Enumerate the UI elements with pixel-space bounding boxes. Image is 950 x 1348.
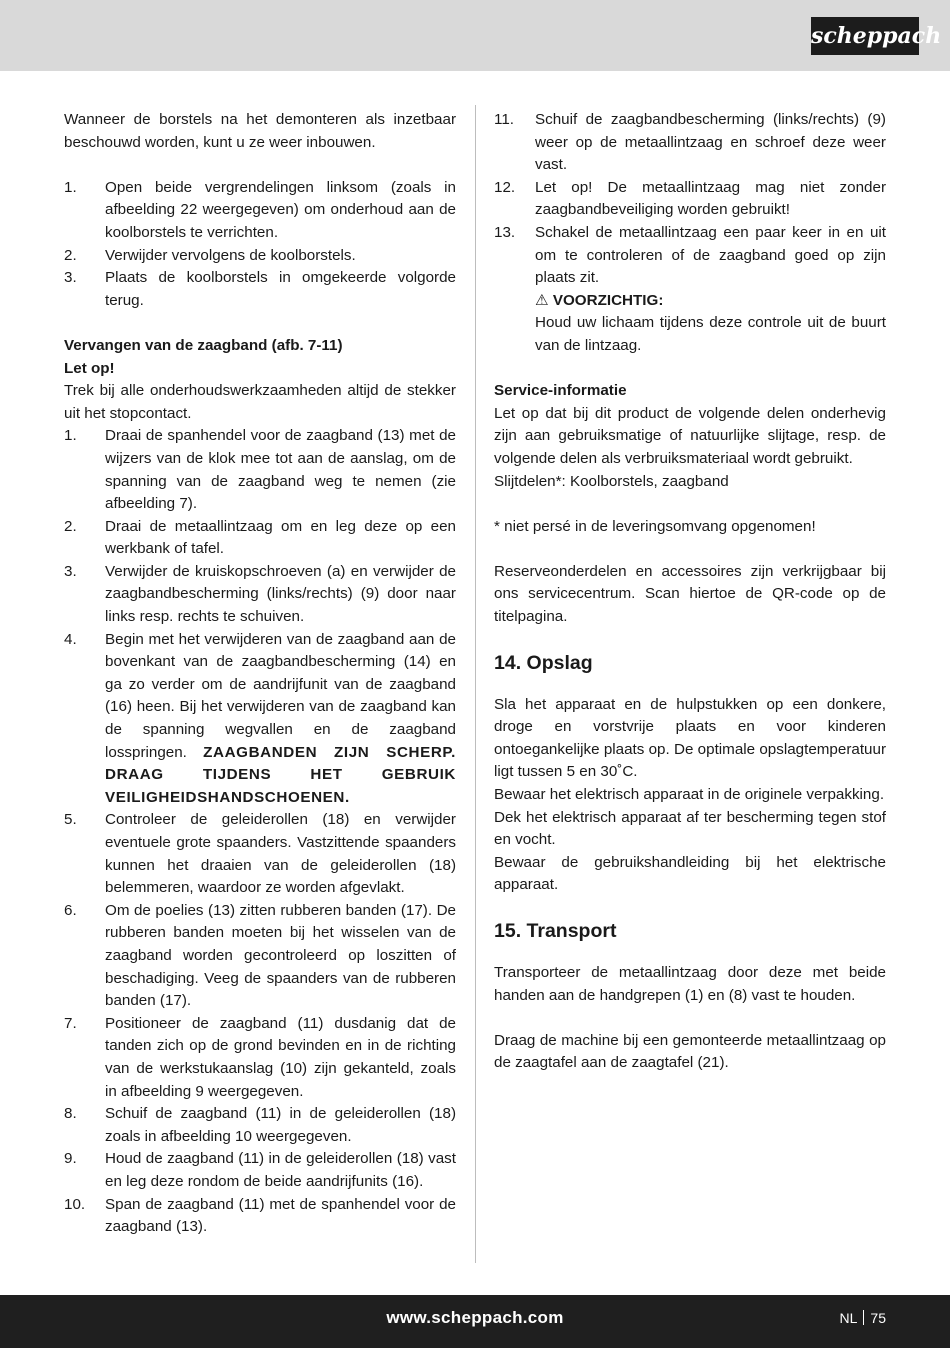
list-item [494, 177, 886, 222]
list-item [64, 245, 456, 268]
step-number: 4. [64, 630, 77, 648]
caution-label: Let op! [64, 359, 115, 377]
footer-bar [0, 1295, 950, 1348]
step-text: Begin met het verwijderen van de zaagband aan de bovenkant van de zaagbandbescherming (14) en ga zo verder om de aandrijfunit van de zaagband (16) heen. Bij het verwijderen van de zaagband kan de spanning wegvallen en de zaagband losspringen. [105, 630, 456, 761]
warning-label-text: VOORZICHTIG: [552, 291, 664, 309]
step-text: Schuif de zaagband (11) in de geleiderollen (18) zoals in afbeelding 10 weergegeven. [105, 1105, 456, 1145]
list-item [64, 177, 456, 245]
step-number: 2. [64, 246, 77, 264]
section-title-storage: 14. Opslag [494, 651, 593, 674]
list-item [494, 109, 886, 177]
page-number: 75 [870, 1310, 886, 1326]
step-number: 3. [64, 562, 77, 580]
step-text: Controleer de geleiderollen (18) en verwijder eventuele grote spaanders. Vastzittende spaanders kunnen het draaien van de geleiderollen (18) belemmeren, waardoor ze worden afgevlakt. [105, 811, 456, 897]
step-text: Om de poelies (13) zitten rubberen banden (17). De rubberen banden moeten bij het wisselen van de zaagband worden gecontroleerd op loszitten of beschadiging. Veeg de spaanders van de rubberen banden (17). [105, 901, 456, 1010]
section-heading: Vervangen van de zaagband (afb. 7-11) [64, 336, 343, 354]
list-item [64, 267, 456, 312]
footnote: * niet persé in de leveringsomvang opgenomen! [494, 517, 816, 535]
language-code: NL [839, 1310, 858, 1326]
step-text: Span de zaagband (11) met de spanhendel voor de zaagband (13). [105, 1195, 456, 1236]
step-text: Houd de zaagband (11) in de geleiderollen (18) vast en leg deze rondom de beide aandrijfunits (16). [105, 1150, 456, 1190]
list-item [64, 516, 456, 561]
step-text: Draai de spanhendel voor de zaagband (13) met de wijzers van de klok mee tot aan de aanslag, om de spanning van de zaagband weg te nemen (zie afbeelding 7). [105, 427, 456, 513]
list-item [64, 561, 456, 629]
scheppach-logo: scheppach [811, 17, 919, 55]
step-text: Schakel de metaallintzaag een paar keer in en uit om te controleren of de zaagband goed op zijn plaats zit. [535, 223, 886, 287]
storage-paragraph: Bewaar het elektrisch apparaat in de originele verpakking. [494, 786, 885, 804]
step-text: Positioneer de zaagband (11) dusdanig dat de tanden zich op de grond bevinden en in de richting van de werkstukaanslag (10) zijn gekanteld, zoals in afbeelding 9 weergegeven. [105, 1014, 456, 1100]
warning-label [535, 292, 663, 309]
header-band [0, 0, 950, 71]
list-item [64, 1194, 456, 1239]
step-number: 1. [64, 427, 77, 445]
list-item [494, 222, 886, 358]
sawband-steps-list [64, 425, 456, 1238]
sawband-steps-continued [494, 109, 886, 358]
warning-triangle-icon: ⚠ [535, 291, 549, 309]
section-title-transport: 15. Transport [494, 920, 617, 942]
step-number: 1. [64, 178, 77, 196]
intro-paragraph: Wanneer de borstels na het demonteren als inzetbaar beschouwd worden, kunt u ze weer inbouwen. [64, 111, 456, 151]
spare-parts-text: Reserveonderdelen en accessoires zijn verkrijgbaar bij ons servicecentrum. Scan hiertoe de QR-code op de titelpagina. [494, 562, 886, 626]
page-indicator [840, 1310, 886, 1326]
step-number: 12. [494, 178, 516, 196]
transport-paragraph: Draag de machine bij een gemonteerde metaallintzaag op de zaagtafel aan de zaagtafel (21). [494, 1031, 886, 1072]
list-item [64, 900, 456, 1013]
list-item [64, 629, 456, 810]
step-text: Let op! De metaallintzaag mag niet zonder zaagbandbeveiliging worden gebruikt! [535, 178, 886, 219]
website-url: www.scheppach.com [386, 1308, 564, 1327]
step-number: 2. [64, 517, 77, 535]
step-text: Verwijder de kruiskopschroeven (a) en verwijder de zaagbandbescherming (links/rechts) (9) door naar links resp. rechts te schuiven. [105, 562, 456, 626]
step-number: 6. [64, 901, 77, 919]
brush-steps-list [64, 177, 456, 313]
step-text: Open beide vergrendelingen linksom (zoals in afbeelding 22 weergegeven) om onderhoud aan de koolborstels te verrichten. [105, 178, 456, 241]
right-column [494, 109, 886, 1075]
caution-text: Trek bij alle onderhoudswerkzaamheden altijd de stekker uit het stopcontact. [64, 382, 456, 422]
storage-paragraph: Bewaar de gebruikshandleiding bij het elektrische apparaat. [494, 853, 886, 894]
list-item [64, 1013, 456, 1103]
safety-warning-text: ZAAGBANDEN ZIJN SCHERP. DRAAG TIJDENS HET GEBRUIK VEILIGHEIDSHANDSCHOENEN. [105, 743, 456, 806]
transport-paragraph: Transporteer de metaallintzaag door deze met beide handen aan de handgrepen (1) en (8) vast te houden. [494, 964, 886, 1004]
step-number: 10. [64, 1195, 86, 1213]
list-item [64, 809, 456, 899]
step-text: Draai de metaallintzaag om en leg deze op een werkbank of tafel. [105, 517, 456, 558]
step-number: 7. [64, 1014, 77, 1032]
step-text: Plaats de koolborstels in omgekeerde volgorde terug. [105, 269, 456, 309]
storage-paragraph: Dek het elektrisch apparaat af ter bescherming tegen stof en vocht. [494, 808, 886, 849]
step-number: 3. [64, 269, 77, 287]
storage-paragraph: Sla het apparaat en de hulpstukken op een donkere, droge en vorstvrije plaats en voor kinderen ontoegankelijke plaats op. De optimale opslagtemperatuur ligt tussen 5 en 30˚C. [494, 695, 886, 781]
list-item [64, 1148, 456, 1193]
warning-text: Houd uw lichaam tijdens deze controle uit de buurt van de lintzaag. [535, 314, 886, 354]
list-item [64, 1103, 456, 1148]
column-divider [475, 105, 476, 1263]
separator [863, 1310, 864, 1325]
step-number: 5. [64, 811, 77, 829]
wear-parts: Slijtdelen*: Koolborstels, zaagband [494, 472, 729, 490]
service-text: Let op dat bij dit product de volgende delen onderhevig zijn aan gebruiksmatige of natuurlijke slijtage, resp. de volgende delen als verbruiksmateriaal wordt gebruikt. [494, 404, 886, 467]
step-number: 13. [494, 223, 516, 241]
step-text: Verwijder vervolgens de koolborstels. [105, 246, 356, 264]
service-heading: Service-informatie [494, 382, 627, 400]
list-item [64, 425, 456, 515]
step-number: 11. [494, 111, 514, 128]
step-number: 9. [64, 1150, 77, 1168]
left-column [64, 109, 456, 1239]
step-number: 8. [64, 1105, 77, 1123]
step-text: Schuif de zaagbandbescherming (links/rechts) (9) weer op de metaallintzaag en schroef deze weer vast. [535, 111, 886, 174]
